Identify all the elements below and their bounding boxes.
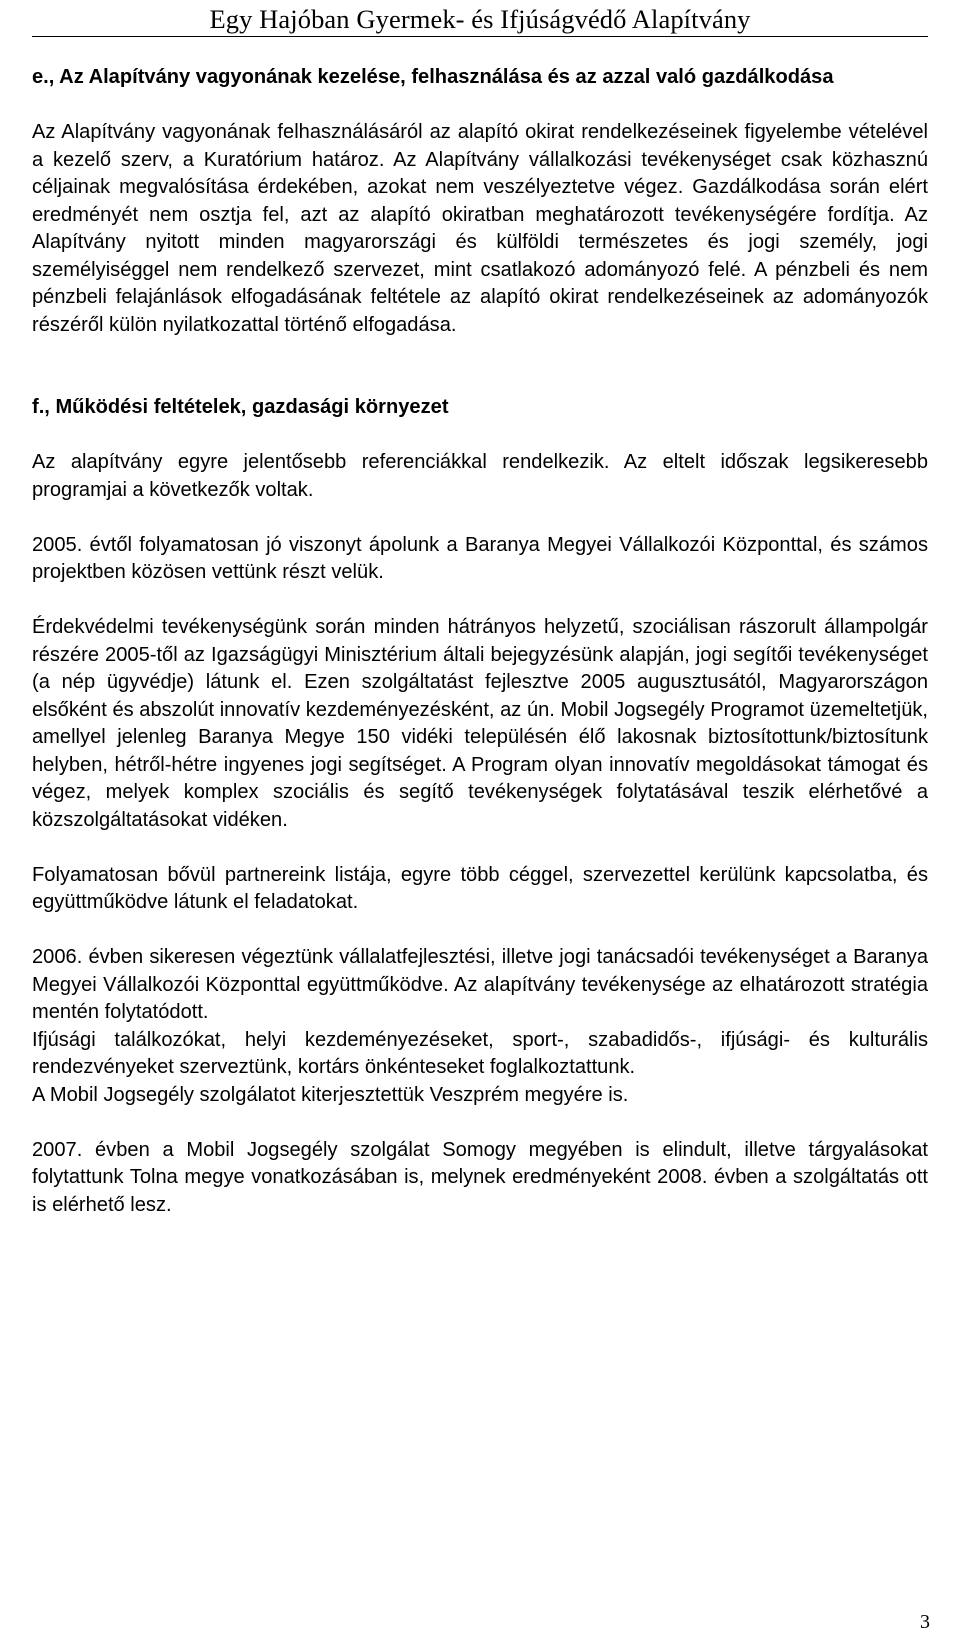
section-e-heading: e., Az Alapítvány vagyonának kezelése, felhasználása és az azzal való gazdálkodása xyxy=(32,66,834,88)
spacer xyxy=(32,504,928,532)
section-f-paragraph-partners: Folyamatosan bővül partnereink listája, egyre több céggel, szervezettel kerülünk kapcsolatba, és együttműködve látunk el feladatokat. xyxy=(32,863,928,913)
section-f-paragraph-2006: 2006. évben sikeresen végeztünk vállalatfejlesztési, illetve jogi tanácsadói tevékenységet a Baranya Megyei Vállalkozói Központtal együttműködve. Az alapítvány tevékenysége az elhatározott stratégia mentén folytatódott. xyxy=(32,946,928,1023)
section-f-paragraph-veszprem: A Mobil Jogsegély szolgálatot kiterjesztettük Veszprém megyére is. xyxy=(32,1083,629,1106)
spacer xyxy=(32,587,928,615)
section-f-paragraph-youth: Ifjúsági találkozókat, helyi kezdeményezéseket, sport-, szabadidős-, ifjúsági- és kulturális rendezvényeket szerveztünk, kortárs önkénteseket foglalkoztattunk. xyxy=(32,1028,928,1078)
section-f-paragraph-2005: 2005. évtől folyamatosan jó viszonyt ápolunk a Baranya Megyei Vállalkozói Központtal, és számos projektben közösen vettünk részt velük. xyxy=(32,533,928,583)
header-divider xyxy=(32,36,928,37)
spacer xyxy=(32,917,928,945)
spacer xyxy=(32,1109,928,1137)
document-body xyxy=(32,64,928,1219)
page-header-title: Egy Hajóban Gyermek- és Ifjúságvédő Alapítvány xyxy=(209,4,751,34)
spacer xyxy=(32,422,928,450)
spacer xyxy=(32,339,928,367)
spacer xyxy=(32,367,928,395)
section-f-heading: f., Működési feltételek, gazdasági környezet xyxy=(32,396,449,418)
section-e-paragraph: Az Alapítvány vagyonának felhasználásáról az alapító okirat rendelkezéseinek figyelembe vételével a kezelő szerv, a Kuratórium határoz. Az Alapítvány vállalkozási tevékenységet csak közhasznú céljainak megvalósítása érdekében, azokat nem veszélyeztetve végez. Gazdálkodása során elért eredményét nem osztja fel, azt az alapító okiratban meghatározott tevékenységére fordítja. Az Alapítvány nyitott minden magyarországi és külföldi természetes és jogi személy, jogi személyiséggel nem rendelkező szervezet, mint csatlakozó adományozó felé. A pénzbeli és nem pénzbeli felajánlások elfogadásának feltétele az alapító okirat rendelkezéseinek az adományozók részéről külön nyilatkozattal történő elfogadása. xyxy=(32,121,928,336)
section-f-paragraph-references: Az alapítvány egyre jelentősebb referenciákkal rendelkezik. Az eltelt időszak legsikeresebb programjai a következők voltak. xyxy=(32,451,928,501)
section-f-paragraph-advocacy: Érdekvédelmi tevékenységünk során minden hátrányos helyzetű, szociálisan rászorult állampolgár részére 2005-től az Igazságügyi Minisztérium általi bejegyzésünk alapján, jogi segítői tevékenységet (a nép ügyvédje) látunk el. Ezen szolgáltatást fejlesztve 2005 augusztusától, Magyarországon elsőként és abszolút innovatív kezdeményezésként, az ún. Mobil Jogsegély Programot üzemeltetjük, amellyel jelenleg Baranya Megye 150 vidéki településén élő lakosnak biztosítottunk/biztosítunk helyben, hétről-hétre ingyenes jogi segítséget. A Program olyan innovatív megoldásokat támogat és végez, melyek komplex szociális és segítő tevékenységek folytatásával teszik elérhetővé a közszolgáltatásokat vidéken. xyxy=(32,616,928,831)
spacer xyxy=(32,92,928,120)
spacer xyxy=(32,834,928,862)
page-number: 3 xyxy=(920,1611,930,1633)
section-f-paragraph-2007: 2007. évben a Mobil Jogsegély szolgálat Somogy megyében is elindult, illetve tárgyalásokat folytattunk Tolna megye vonatkozásában is, melynek eredményeként 2008. évben a szolgáltatás ott is elérhető lesz. xyxy=(32,1138,928,1216)
